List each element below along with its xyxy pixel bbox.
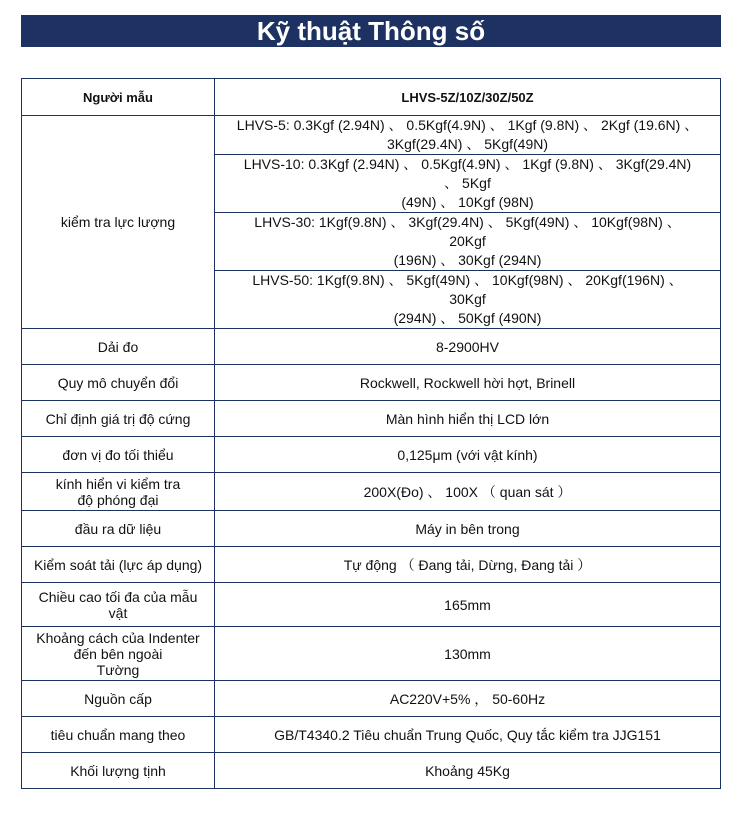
header-value: LHVS-5Z/10Z/30Z/50Z — [215, 79, 721, 116]
spec-label: tiêu chuẩn mang theo — [22, 717, 215, 753]
spec-value: 200X(Đo) 、 100X （ quan sát ） — [215, 473, 721, 511]
spec-value: Màn hình hiển thị LCD lớn — [215, 401, 721, 437]
spec-value: AC220V+5% ， 50-60Hz — [215, 681, 721, 717]
table-row — [22, 401, 721, 437]
table-row — [22, 437, 721, 473]
spec-value: 0,125μm (với vật kính) — [215, 437, 721, 473]
spec-value: Rockwell, Rockwell hời hợt, Brinell — [215, 365, 721, 401]
spec-value: GB/T4340.2 Tiêu chuẩn Trung Quốc, Quy tắc kiểm tra JJG151 — [215, 717, 721, 753]
spec-label: Nguồn cấp — [22, 681, 215, 717]
page-title: Kỹ thuật Thông số — [21, 15, 721, 47]
spec-value: Khoảng 45Kg — [215, 753, 721, 789]
spec-label: kính hiển vi kiểm tra độ phóng đại — [22, 473, 215, 511]
header-label: Người mẫu — [22, 79, 215, 116]
table-row — [22, 627, 721, 681]
force-line-lhvs30: LHVS-30: 1Kgf(9.8N) 、 3Kgf(29.4N) 、 5Kgf(49N) 、 10Kgf(98N) 、 20Kgf (196N) 、 30Kgf (294N) — [215, 213, 721, 271]
spec-label: Dải đo — [22, 329, 215, 365]
table-row — [22, 681, 721, 717]
table-row — [22, 547, 721, 583]
spec-label: Kiểm soát tải (lực áp dụng) — [22, 547, 215, 583]
spec-value: Tự động （ Đang tải, Dừng, Đang tải ） — [215, 547, 721, 583]
spec-label: Chiều cao tối đa của mẫu vật — [22, 583, 215, 627]
table-row — [22, 473, 721, 511]
table-row — [22, 511, 721, 547]
spec-value: 8-2900HV — [215, 329, 721, 365]
table-row — [22, 717, 721, 753]
spec-label: đơn vị đo tối thiểu — [22, 437, 215, 473]
spec-label: Chỉ định giá trị độ cứng — [22, 401, 215, 437]
spec-table — [21, 78, 721, 789]
table-row — [22, 365, 721, 401]
spec-label: Quy mô chuyển đổi — [22, 365, 215, 401]
spec-label: Khoảng cách của Indenter đến bên ngoài Tường — [22, 627, 215, 681]
table-row — [22, 329, 721, 365]
table-row — [22, 79, 721, 116]
force-label: kiểm tra lực lượng — [22, 116, 215, 329]
table-row — [22, 116, 721, 155]
force-line-lhvs50: LHVS-50: 1Kgf(9.8N) 、 5Kgf(49N) 、 10Kgf(98N) 、 20Kgf(196N) 、 30Kgf (294N) 、 50Kgf (490N) — [215, 271, 721, 329]
spec-value: 165mm — [215, 583, 721, 627]
spec-label: Khối lượng tịnh — [22, 753, 215, 789]
table-row — [22, 583, 721, 627]
spec-label: đầu ra dữ liệu — [22, 511, 215, 547]
force-line-lhvs5: LHVS-5: 0.3Kgf (2.94N) 、 0.5Kgf(4.9N) 、 1Kgf (9.8N) 、 2Kgf (19.6N) 、 3Kgf(29.4N) 、 5Kgf(49N) — [215, 116, 721, 155]
table-row — [22, 753, 721, 789]
force-line-lhvs10: LHVS-10: 0.3Kgf (2.94N) 、 0.5Kgf(4.9N) 、 1Kgf (9.8N) 、 3Kgf(29.4N) 、 5Kgf (49N) 、 10Kgf (98N) — [215, 155, 721, 213]
spec-value: 130mm — [215, 627, 721, 681]
spec-value: Máy in bên trong — [215, 511, 721, 547]
